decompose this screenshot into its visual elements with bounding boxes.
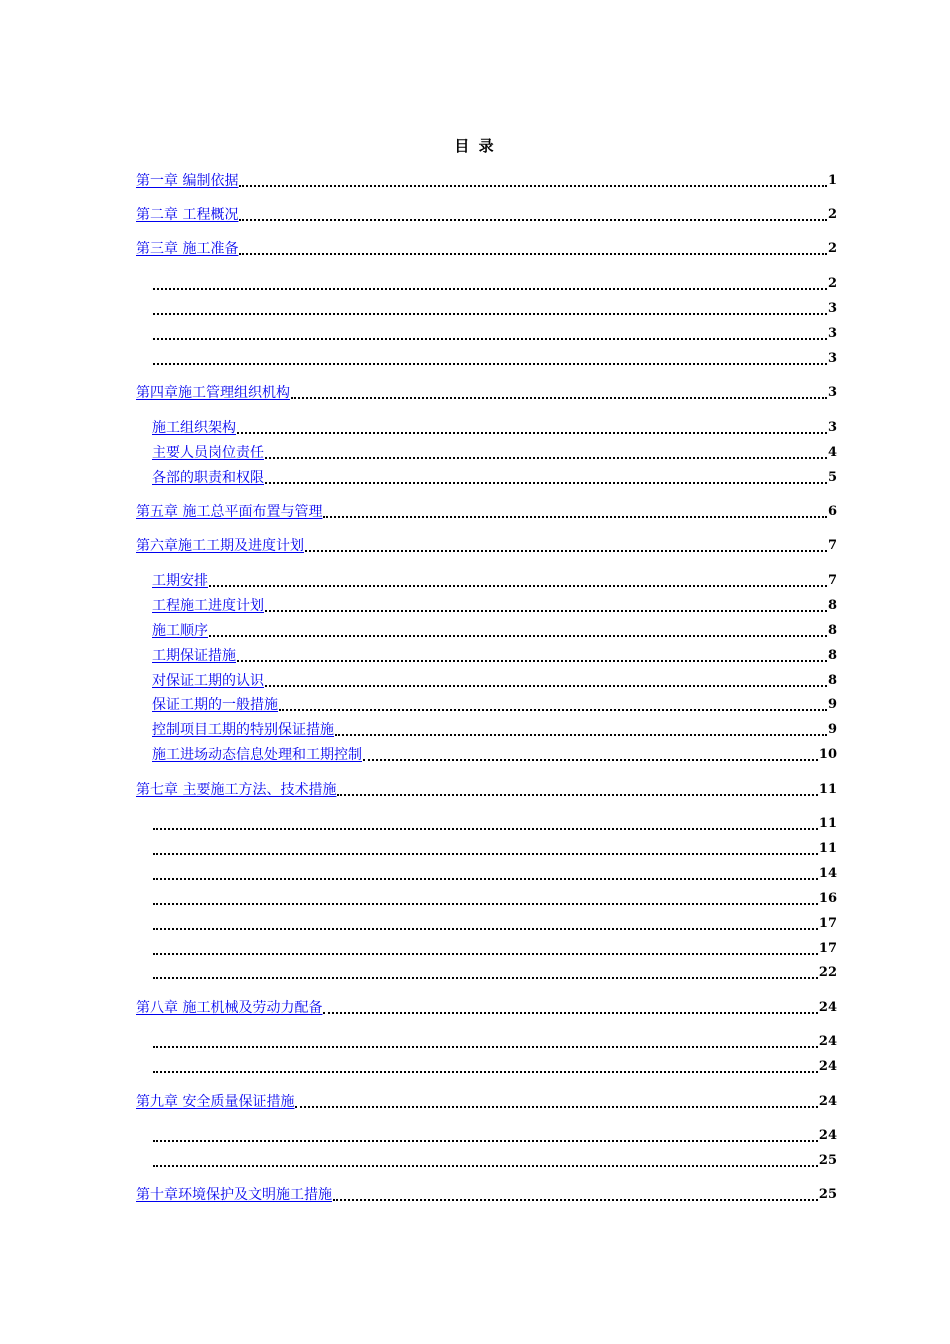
toc-entry-link[interactable]: 施工进场动态信息处理和工期控制 [152,747,362,763]
toc-subentry [152,889,837,909]
dot-leader [153,903,818,905]
toc-entry[interactable] [136,383,837,403]
toc-page-number: 7 [827,573,837,588]
toc-page-number: 4 [827,445,837,460]
dot-leader [265,685,827,687]
dot-leader [295,1106,817,1108]
toc-title: 目 录 [454,137,496,155]
toc-entry-link[interactable]: 施工组织架构 [152,420,236,436]
toc-subentry [152,324,837,344]
toc-page-number: 2 [827,241,837,256]
toc-subentry [152,914,837,934]
dot-leader [265,457,827,459]
toc-page-number: 10 [818,747,837,762]
dot-leader [153,1165,818,1167]
toc-page-number: 5 [827,470,837,485]
toc-subentry [152,299,837,319]
toc-entry[interactable] [136,502,837,522]
toc-subentry[interactable] [152,646,837,666]
toc-entry-link[interactable]: 工程施工进度计划 [152,598,264,614]
dot-leader [153,953,818,955]
toc-page-number: 17 [818,941,837,956]
toc-entry-link[interactable]: 第十章环境保护及文明施工措施 [136,1187,332,1203]
toc-page-number: 24 [818,1094,837,1109]
toc-page-number: 1 [827,173,837,188]
toc-page-number: 14 [818,866,837,881]
dot-leader [335,734,827,736]
toc-entry[interactable] [136,536,837,556]
dot-leader [291,397,827,399]
dot-leader [153,878,818,880]
dot-leader [239,219,827,221]
toc-page-number: 3 [827,326,837,341]
toc-page-number: 8 [827,623,837,638]
toc-subentry[interactable] [152,745,837,765]
toc-entry[interactable] [136,998,837,1018]
dot-leader [337,794,817,796]
dot-leader [153,853,818,855]
toc-entry-link[interactable]: 第一章 编制依据 [136,173,239,189]
toc-subentry [152,1151,837,1171]
toc-subentry[interactable] [152,571,837,591]
toc-entry-link[interactable]: 第五章 施工总平面布置与管理 [136,504,323,520]
toc-page-number: 9 [827,722,837,737]
toc-subentry [152,939,837,959]
toc-page-number: 11 [818,782,837,797]
toc-subentry[interactable] [152,443,837,463]
dot-leader [153,928,818,930]
toc-page-number: 16 [818,891,837,906]
toc-entry[interactable] [136,239,837,259]
toc-subentry[interactable] [152,720,837,740]
toc-subentry [152,274,837,294]
toc-entry-link[interactable]: 各部的职责和权限 [152,470,264,486]
toc-page-number: 11 [818,841,837,856]
toc-entry[interactable] [136,1185,837,1205]
toc-entry[interactable] [136,171,837,191]
dot-leader [279,709,827,711]
toc-page-number: 3 [827,301,837,316]
dot-leader [153,977,818,979]
toc-subentry [152,1057,837,1077]
toc-page-number: 25 [818,1187,837,1202]
toc-subentry [152,963,837,983]
toc-entry-link[interactable]: 第七章 主要施工方法、技术措施 [136,782,337,798]
toc-page-number: 25 [818,1153,837,1168]
toc-page-number: 8 [827,648,837,663]
dot-leader [153,1140,818,1142]
toc-entry-link[interactable]: 第八章 施工机械及劳动力配备 [136,1000,323,1016]
toc-entry-link[interactable]: 第四章施工管理组织机构 [136,385,290,401]
toc-entry-link[interactable]: 工期保证措施 [152,648,236,664]
dot-leader [153,1071,818,1073]
toc-entry-link[interactable]: 第六章施工工期及进度计划 [136,538,304,554]
toc-entry-link[interactable]: 第九章 安全质量保证措施 [136,1094,295,1110]
dot-leader [265,610,827,612]
dot-leader [153,363,827,365]
dot-leader [209,635,827,637]
dot-leader [153,828,818,830]
dot-leader [305,550,827,552]
toc-page-number: 22 [818,965,837,980]
toc-subentry[interactable] [152,671,837,691]
dot-leader [237,660,827,662]
toc-subentry[interactable] [152,596,837,616]
dot-leader [209,585,827,587]
toc-page-number: 24 [818,1034,837,1049]
toc-page-number: 9 [827,697,837,712]
dot-leader [153,1046,818,1048]
toc-subentry [152,864,837,884]
toc-entry-link[interactable]: 主要人员岗位责任 [152,445,264,461]
dot-leader [153,338,827,340]
toc-subentry[interactable] [152,621,837,641]
toc-page-number: 3 [827,420,837,435]
toc-entry-link[interactable]: 第二章 工程概况 [136,207,239,223]
dot-leader [239,253,827,255]
toc-subentry [152,1032,837,1052]
toc-subentry[interactable] [152,695,837,715]
dot-leader [323,516,827,518]
dot-leader [153,313,827,315]
dot-leader [239,185,827,187]
toc-subentry [152,1126,837,1146]
dot-leader [265,482,827,484]
toc-entry[interactable] [136,1092,837,1112]
toc-page-number: 8 [827,598,837,613]
toc-page-number: 6 [827,504,837,519]
toc-subentry [152,839,837,859]
dot-leader [323,1012,817,1014]
toc-subentry[interactable] [152,418,837,438]
toc-subentry [152,814,837,834]
toc-entry-link[interactable]: 工期安排 [152,573,208,589]
toc-entry-link[interactable]: 保证工期的一般措施 [152,697,278,713]
toc-entry-link[interactable]: 施工顺序 [152,623,208,639]
dot-leader [237,432,827,434]
toc-page-number: 7 [827,538,837,553]
dot-leader [333,1199,818,1201]
toc-page-number: 3 [827,385,837,400]
toc-entry[interactable] [136,780,837,800]
toc-page-number: 17 [818,916,837,931]
toc-subentry [152,349,837,369]
dot-leader [153,288,827,290]
toc-page-number: 24 [818,1000,837,1015]
toc-subentry[interactable] [152,468,837,488]
toc-page-number: 3 [827,351,837,366]
toc-page-number: 2 [827,207,837,222]
toc-entry[interactable] [136,205,837,225]
toc-page-number: 24 [818,1128,837,1143]
toc-entry-link[interactable]: 对保证工期的认识 [152,673,264,689]
toc-page-number: 2 [827,276,837,291]
toc-entry-link[interactable]: 控制项目工期的特别保证措施 [152,722,334,738]
dot-leader [363,759,818,761]
toc-page-number: 24 [818,1059,837,1074]
toc-entry-link[interactable]: 第三章 施工准备 [136,241,239,257]
toc-page-number: 11 [818,816,837,831]
toc-page-number: 8 [827,673,837,688]
